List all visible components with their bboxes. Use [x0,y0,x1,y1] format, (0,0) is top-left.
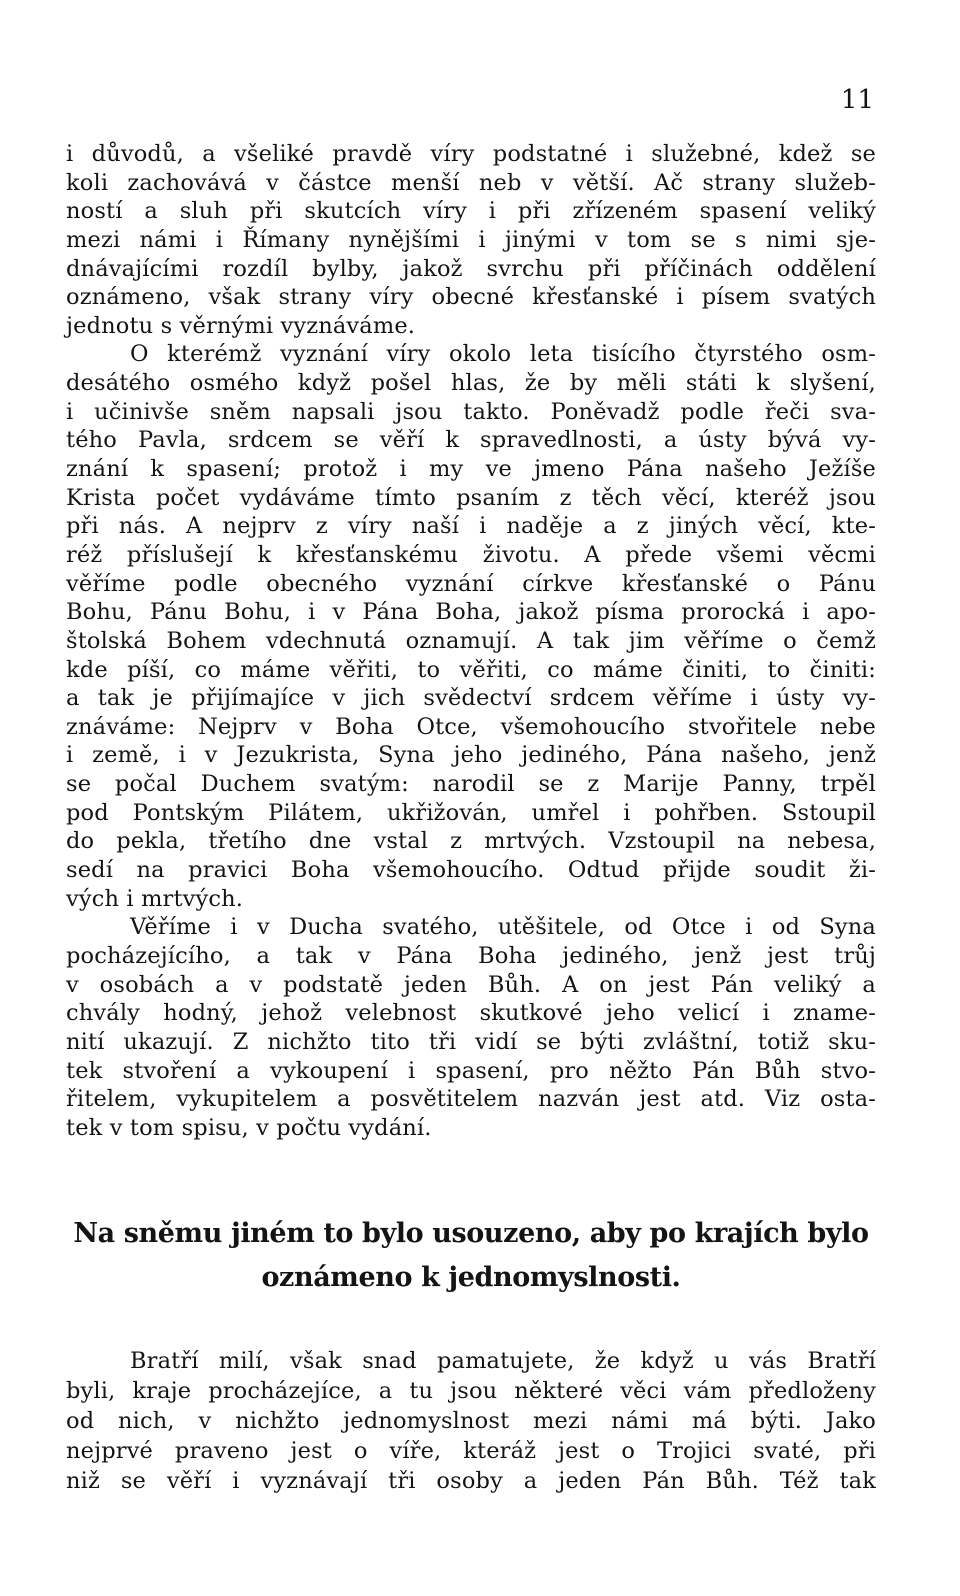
text-line: znání k spasení; protož i my ve jmeno Pána našeho Ježíše [66,456,876,483]
text-line: při nás. A nejprv z víry naší i naděje a z jiných věcí, kte- [66,513,876,540]
text-line: nejprvé praveno jest o víře, kteráž jest o Trojici svaté, při [66,1438,876,1464]
text-line: i země, i v Jezukrista, Syna jeho jediného, Pána našeho, jenž [66,742,876,769]
text-line: koli zachovává v částce menší neb v větší. Ač strany služeb- [66,169,876,196]
text-line: Bratří milí, však snad pamatujete, že když u vás Bratří [130,1348,876,1374]
text-line: řitelem, vykupitelem a posvětitelem nazván jest atd. Viz osta- [66,1086,876,1113]
text-line: od nich, v nichžto jednomyslnost mezi námi má býti. Jako [66,1408,876,1434]
text-line: i učinivše sněm napsali jsou takto. Poněvadž podle řeči sva- [66,398,876,425]
text-line: mezi námi i Římany nynějšími i jinými v tom se s nimi sje- [66,226,876,253]
body-text-top [66,140,876,1142]
page-number: 11 [840,85,874,115]
text-line: a tak je přijímajíce v jich svědectví srdcem věříme i ústy vy- [66,685,876,712]
text-line: v osobách a v podstatě jeden Bůh. A on jest Pán veliký a [66,971,876,998]
text-line: se počal Duchem svatým: narodil se z Marije Panny, trpěl [66,771,876,798]
text-line: tého Pavla, srdcem se věří k spravedlnosti, a ústy bývá vy- [66,427,876,454]
text-line: O kterémž vyznání víry okolo leta tisícího čtyrstého osm- [130,341,876,368]
text-line: vých i mrtvých. [66,885,244,912]
text-line: Věříme i v Ducha svatého, utěšitele, od Otce i od Syna [130,914,876,941]
body-text-bottom [66,1346,876,1496]
text-line: pocházejícího, a tak v Pána Boha jediného, jenž jest trůj [66,942,876,969]
paragraph [66,140,876,340]
paragraph [66,913,876,1142]
text-line: Bohu, Pánu Bohu, i v Pána Boha, jakož písma prorocká i apo- [66,599,876,626]
text-line: pod Pontským Pilátem, ukřižován, umřel i pohřben. Sstoupil [66,799,876,826]
heading-line: oznámeno k jednomyslnosti. [261,1262,681,1293]
text-line: štolská Bohem vdechnutá oznamují. A tak jim věříme o čemž [66,627,876,654]
paragraph [66,1346,876,1496]
text-line: znáváme: Nejprv v Boha Otce, všemohoucího stvořitele nebe [66,713,876,740]
text-line: tek stvoření a vykoupení i spasení, pro něžto Pán Bůh stvo- [66,1057,876,1084]
text-line: i důvodů, a všeliké pravdě víry podstatné i služebné, kdež se [66,141,876,167]
paragraph [66,340,876,913]
text-line: nití ukazují. Z nichžto tito tři vidí se býti zvláštní, totiž sku- [66,1028,876,1055]
text-line: kde píší, co máme věřiti, to věřiti, co máme činiti, to činiti: [66,656,876,683]
text-line: dnávajícími rozdíl bylby, jakož svrchu při příčinách oddělení [66,255,876,282]
text-line: sedí na pravici Boha všemohoucího. Odtud přijde soudit ži- [66,857,876,884]
text-line: věříme podle obecného vyznání církve křesťanské o Pánu [66,570,876,597]
text-line: oznámeno, však strany víry obecné křesťanské i písem svatých [66,284,876,311]
text-line: desátého osmého když pošel hlas, že by měli státi k slyšení, [66,370,876,397]
text-line: jednotu s věrnými vyznáváme. [66,312,416,339]
text-line: do pekla, třetího dne vstal z mrtvých. Vzstoupil na nebesa, [66,828,876,855]
text-line: byli, kraje procházejíce, a tu jsou některé věci vám předloženy [66,1378,876,1404]
text-line: ností a sluh při skutcích víry i při zřízeném spasení veliký [66,198,876,225]
text-line: tek v tom spisu, v počtu vydání. [66,1114,432,1141]
text-line: niž se věří i vyznávají tři osoby a jeden Pán Bůh. Též tak [66,1468,876,1494]
section-heading [66,1212,876,1300]
text-line: chvály hodný, jehož velebnost skutkové jeho velicí i zname- [66,1000,876,1027]
text-line: réž příslušejí k křesťanskému životu. A přede všemi věcmi [66,541,876,568]
text-line: Krista počet vydáváme tímto psaním z těch věcí, kteréž jsou [66,484,876,511]
heading-line: Na sněmu jiném to bylo usouzeno, aby po krajích bylo [73,1218,869,1249]
